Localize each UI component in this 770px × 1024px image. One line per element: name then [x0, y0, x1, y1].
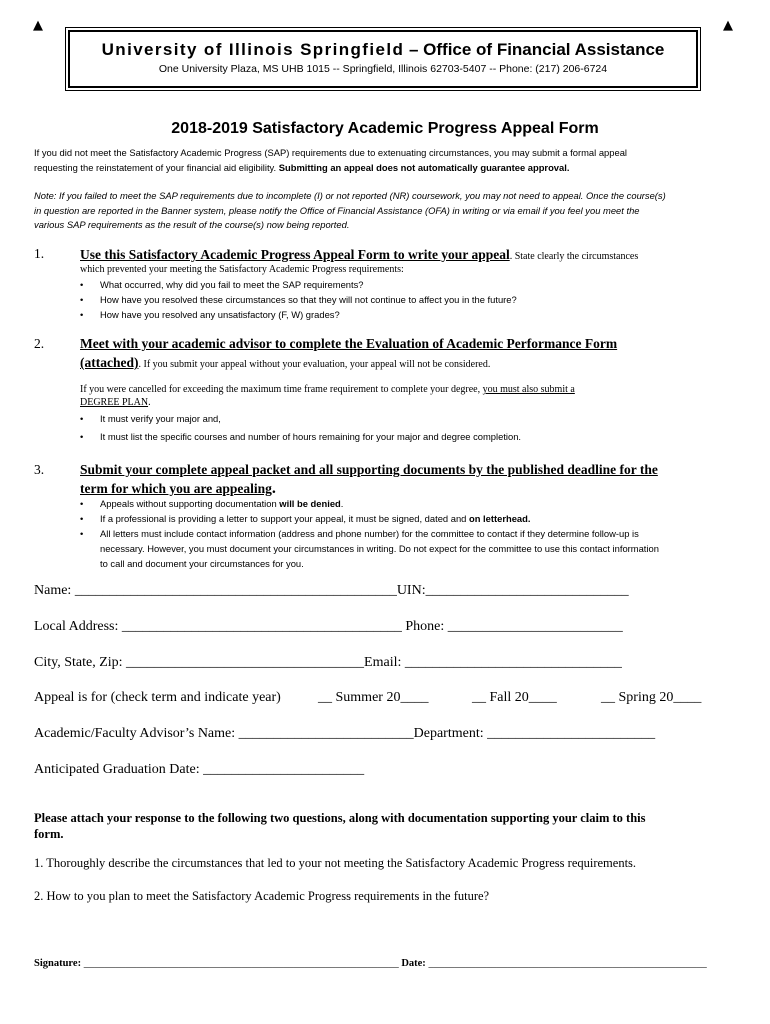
bullet-text: It must verify your major and,: [100, 413, 221, 424]
bullet-bold: will be denied: [279, 498, 341, 509]
address-phone-field[interactable]: Local Address: ________________________________________ Phone: _________________________: [34, 619, 623, 634]
org-address: One University Plaza, MS UHB 1015 -- Springfield, Illinois 62703-5407 -- Phone: (217) 206-6724: [158, 63, 608, 75]
intro-line-2: [34, 161, 744, 176]
section-1-line-2: which prevented your meeting the Satisfactory Academic Progress requirements:: [80, 264, 404, 275]
signature-line[interactable]: ____________________________________________________________: [83, 958, 399, 969]
cancel-notice-line-1: [80, 384, 575, 395]
list-item: • How have you resolved any unsatisfactory (F, W) grades?: [80, 309, 340, 320]
bullet-text-line-3: to call and document your circumstances for you.: [100, 558, 304, 569]
bullet-text: How have you resolved these circumstances so that they will not continue to affect you in the future?: [100, 294, 517, 305]
section-1-number: 1.: [34, 246, 45, 261]
university-name: University of Illinois Springfield: [101, 40, 405, 59]
section-2-bullets: [80, 411, 730, 444]
triangle-marker-right: ▲: [723, 18, 733, 33]
section-2-heading-tail: . If you submit your appeal without your evaluation, your appeal will not be considered.: [138, 359, 491, 370]
note-line-2: in question are reported in the Banner system, please notify the Office of Financial Assistance (OFA) in writing or via email if you feel you meet the: [34, 204, 640, 216]
spring-checkbox-field[interactable]: __ Spring 20____: [601, 690, 702, 705]
list-item: • Appeals without supporting documentation will be denied.: [80, 498, 344, 509]
note-paragraph: [34, 189, 744, 233]
bullet-text: If a professional is providing a letter to support your appeal, it must be signed, dated and: [100, 513, 469, 524]
section-1-heading-tail: . State clearly the circumstances: [509, 251, 639, 262]
section-2-heading-attached: (attached): [80, 355, 139, 370]
intro-line-2-text: requesting the reinstatement of your financial aid eligibility.: [34, 161, 279, 173]
date-label: Date:: [401, 958, 426, 969]
question-2: 2. How to you plan to meet the Satisfactory Academic Progress requirements in the future?: [34, 889, 490, 903]
note-line-1: Note: If you failed to meet the SAP requirements due to incomplete (I) or not reported (NR) coursework, you may not need to appeal. Once the course(s): [34, 190, 666, 201]
triangle-marker-left: ▲: [33, 18, 43, 33]
intro-line-1: If you did not meet the Satisfactory Academic Progress (SAP) requirements due to extenuating circumstances, you may submit a formal appeal: [34, 147, 627, 158]
name-uin-field[interactable]: Name: ______________________________________________UIN:_____________________________: [34, 583, 629, 598]
list-item: • If a professional is providing a letter to support your appeal, it must be signed, dated and on letterhead.: [80, 513, 531, 524]
degree-plan-text: DEGREE PLAN: [80, 397, 149, 408]
date-line[interactable]: _____________________________________________________: [428, 958, 707, 969]
section-1-bullets: [80, 277, 730, 322]
question-1: 1. Thoroughly describe the circumstances that led to your not meeting the Satisfactory Academic Progress requirements.: [34, 856, 637, 870]
intro-paragraph: [34, 146, 744, 175]
attach-line-1: Please attach your response to the following two questions, along with documentation supporting your claim to this: [34, 811, 646, 825]
bullet-text: It must list the specific courses and number of hours remaining for your major and degree completion.: [100, 431, 522, 442]
section-3-heading-tail: .: [271, 480, 276, 497]
list-item: • How have you resolved these circumstances so that they will not continue to affect you in the future?: [80, 294, 517, 305]
list-item: • It must verify your major and,: [80, 413, 221, 424]
section-2-number: 2.: [34, 336, 45, 351]
advisor-department-field[interactable]: Academic/Faculty Advisor’s Name: _________________________Department: ________________________: [34, 726, 656, 741]
graduation-date-field[interactable]: Anticipated Graduation Date: _______________________: [34, 762, 365, 777]
section-2-heading-line-1: Meet with your academic advisor to complete the Evaluation of Academic Performance Form: [80, 336, 618, 351]
signature-row: [34, 958, 707, 969]
bullet-end: .: [340, 498, 344, 509]
section-1-heading: [80, 246, 750, 264]
attach-instructions: [34, 810, 734, 842]
signature-label: Signature:: [34, 958, 82, 969]
bullet-text: How have you resolved any unsatisfactory (F, W) grades?: [100, 309, 340, 320]
degree-plan-tail: .: [148, 397, 151, 408]
city-email-field[interactable]: City, State, Zip: __________________________________Email: _______________________________: [34, 655, 622, 670]
appeal-term-label: Appeal is for (check term and indicate year): [34, 690, 281, 705]
intro-line-2-bold: Submitting an appeal does not automatically guarantee approval.: [278, 161, 570, 173]
summer-checkbox-field[interactable]: __ Summer 20____: [318, 690, 429, 705]
list-item: • What occurred, why did you fail to meet the SAP requirements?: [80, 279, 364, 290]
attach-line-2: form.: [34, 827, 64, 841]
bullet-text-line-2: necessary. However, you must document your circumstances in writing. Do not expect for the committee to use this contact information: [100, 543, 659, 554]
cancel-notice-text: If you were cancelled for exceeding the maximum time frame requirement to complete your degree,: [80, 384, 483, 395]
section-1-heading-text: Use this Satisfactory Academic Progress Appeal Form to write your appeal: [80, 247, 510, 262]
cancel-notice-line-2: [80, 397, 151, 408]
form-title: 2018-2019 Satisfactory Academic Progress Appeal Form: [171, 120, 599, 137]
fall-checkbox-field[interactable]: __ Fall 20____: [472, 690, 557, 705]
bullet-bold: on letterhead.: [468, 513, 531, 524]
list-item: • It must list the specific courses and number of hours remaining for your major and degree completion.: [80, 431, 522, 442]
note-line-3: various SAP requirements as the result of the course(s) now being reported.: [34, 219, 350, 230]
cancel-notice-underline: you must also submit a: [482, 384, 575, 395]
section-3-heading-text: term for which you are appealing: [80, 481, 272, 496]
org-name: [68, 40, 698, 60]
bullet-text: What occurred, why did you fail to meet the SAP requirements?: [100, 279, 364, 290]
list-item: • All letters must include contact information (address and phone number) for the committee to contact if they determine follow-up is necessary. However, you must document your circumstances in writing. Do not expect for the committee to use this contact information to call and document your circumstances for you.: [80, 528, 659, 569]
section-3-heading-line-1: Submit your complete appeal packet and all supporting documents by the published deadline for the: [80, 462, 658, 477]
section-3-number: 3.: [34, 462, 45, 477]
bullet-text: Appeals without supporting documentation: [100, 498, 280, 509]
bullet-text-line-1: All letters must include contact information (address and phone number) for the committee to contact if they determine follow-up is: [100, 528, 639, 539]
section-3-bullets: [80, 496, 740, 571]
section-2-heading-line-2: [80, 354, 490, 372]
office-name: – Office of Financial Assistance: [404, 40, 665, 59]
